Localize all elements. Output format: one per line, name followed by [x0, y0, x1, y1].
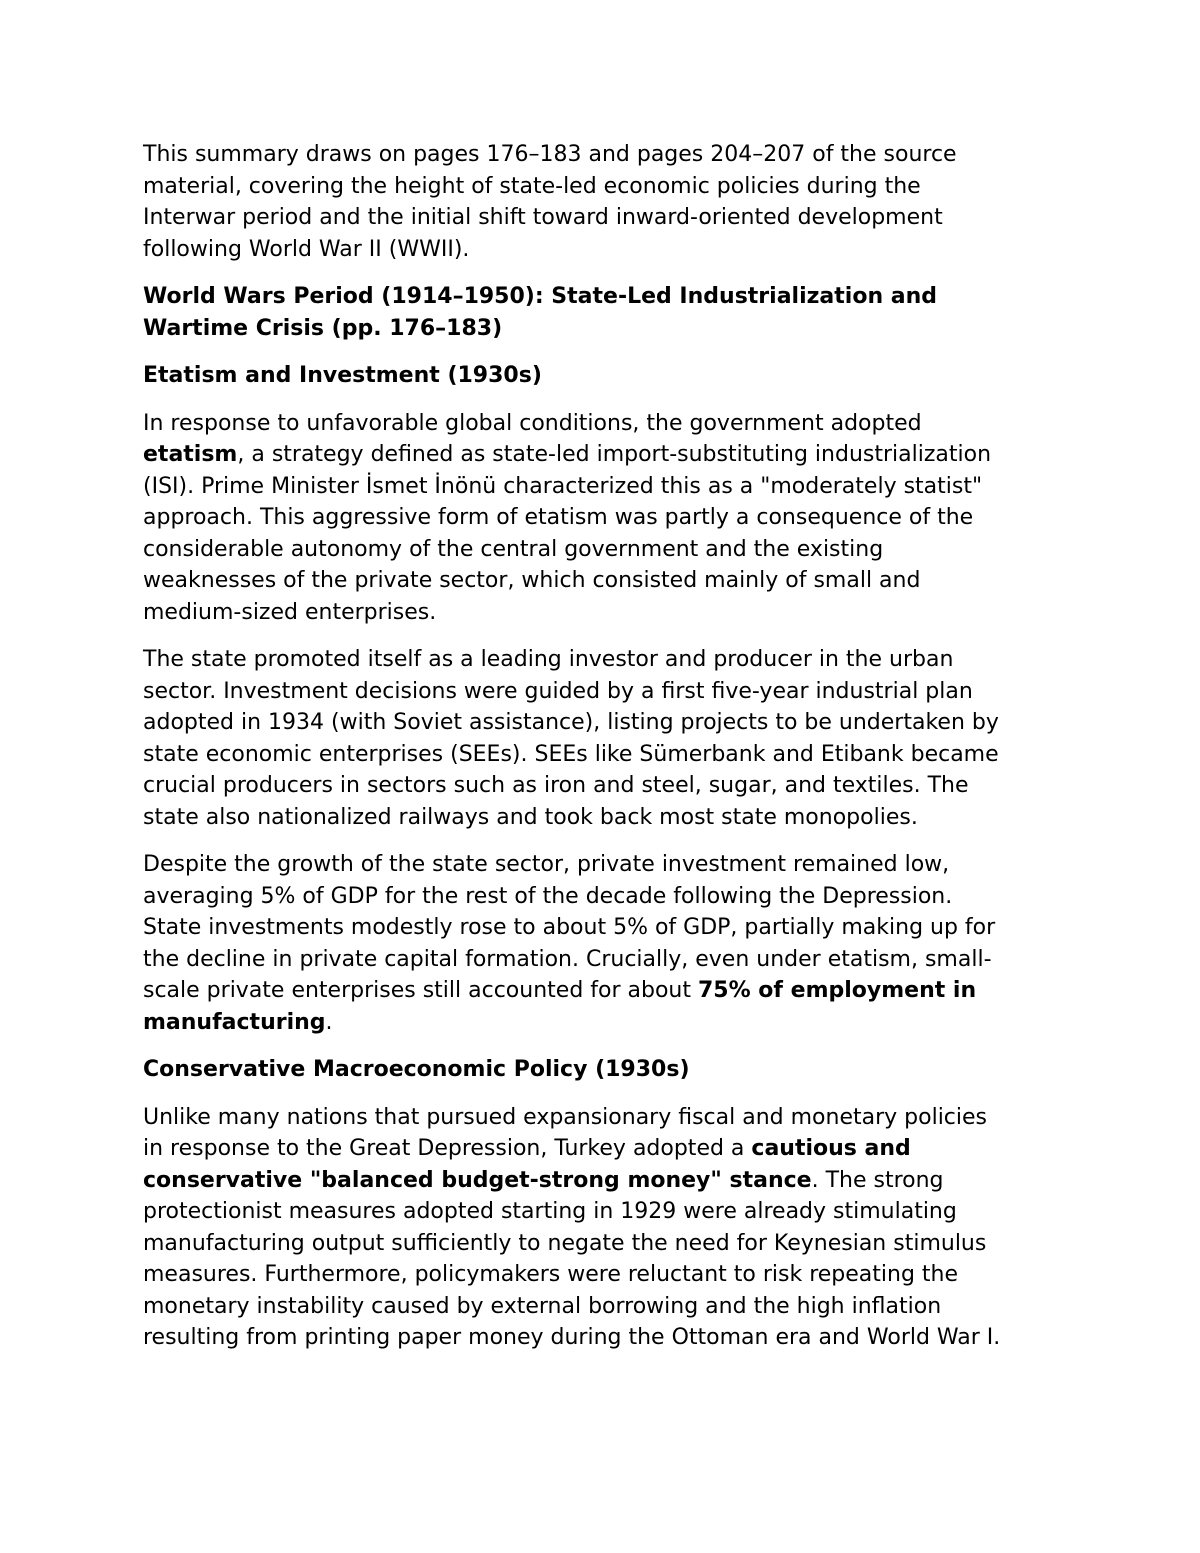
text-line: [143, 707, 1000, 739]
text: Unlike many nations that pursued expansionary fiscal and monetary policies: [143, 1104, 988, 1130]
bold-text: etatism: [143, 442, 238, 467]
text: protectionist measures adopted starting in 1929 were already stimulating: [143, 1199, 957, 1224]
text-line: [143, 802, 1000, 834]
text-line: [143, 739, 1000, 771]
text: In response to unfavorable global conditions, the government adopted: [143, 410, 922, 436]
paragraph: [143, 849, 1000, 1038]
text-line: [143, 502, 1000, 534]
text: following World War II (WWII).: [143, 236, 470, 262]
paragraph: [143, 644, 1000, 833]
text-line: [143, 849, 1000, 881]
text-line: [143, 1322, 1000, 1354]
bold-text: Etatism and Investment (1930s): [143, 363, 542, 388]
text: This summary draws on pages 176–183 and pages 204–207 of the source: [143, 142, 957, 167]
text-line: [143, 1165, 1000, 1197]
text-line: [143, 1133, 1000, 1165]
text-line: [143, 171, 1000, 203]
text: state also nationalized railways and took back most state monopolies.: [143, 804, 918, 830]
text: scale private enterprises still accounted for about: [143, 978, 698, 1003]
text: state economic enterprises (SEEs). SEEs like Sümerbank and Etibank became: [143, 741, 999, 767]
text-line: [143, 1007, 1000, 1039]
text-line: [143, 644, 1000, 676]
paragraph: [143, 1102, 1000, 1354]
text-line: [143, 281, 1000, 313]
text-line: [143, 881, 1000, 913]
text: Despite the growth of the state sector, private investment remained low,: [143, 852, 950, 877]
text-line: [143, 360, 1000, 392]
text: adopted in 1934 (with Soviet assistance), listing projects to be undertaken by: [143, 710, 999, 735]
bold-text: Wartime Crisis (pp. 176–183): [143, 315, 503, 341]
text: in response to the Great Depression, Turkey adopted a: [143, 1136, 752, 1161]
text-line: [143, 202, 1000, 234]
text: manufacturing output sufficiently to negate the need for Keynesian stimulus: [143, 1230, 987, 1256]
text: State investments modestly rose to about 5% of GDP, partially making up for: [143, 915, 996, 940]
bold-text: 75% of employment in: [697, 978, 977, 1003]
bold-text: World Wars Period (1914–1950): State-Led Industrialization and: [143, 284, 938, 309]
text-line: [143, 408, 1000, 440]
text: crucial producers in sectors such as iron and steel, sugar, and textiles. The: [143, 773, 969, 798]
bold-text: manufacturing: [143, 1009, 326, 1035]
section-heading: [143, 360, 1000, 392]
text-line: [143, 471, 1000, 503]
text-line: [143, 534, 1000, 566]
text: , a strategy defined as state-led import-substituting industrialization: [237, 442, 992, 467]
text: measures. Furthermore, policymakers were reluctant to risk repeating the: [143, 1262, 959, 1287]
text: considerable autonomy of the central government and the existing: [143, 536, 884, 562]
paragraph: [143, 408, 1000, 629]
section-heading: [143, 281, 1000, 344]
text-line: [143, 1259, 1000, 1291]
document-body: [143, 139, 1000, 1370]
text: the decline in private capital formation. Crucially, even under etatism, small-: [143, 946, 992, 972]
text-line: [143, 313, 1000, 345]
text-line: [143, 1054, 1000, 1086]
text: medium-sized enterprises.: [143, 599, 437, 625]
text: resulting from printing paper money during the Ottoman era and World War I.: [143, 1325, 1001, 1350]
bold-text: cautious and: [751, 1136, 911, 1161]
bold-text: Conservative Macroeconomic Policy (1930s): [143, 1057, 690, 1082]
text-line: [143, 1228, 1000, 1260]
text-line: [143, 944, 1000, 976]
text-line: [143, 1196, 1000, 1228]
text-line: [143, 597, 1000, 629]
text-line: [143, 1102, 1000, 1134]
text: approach. This aggressive form of etatism was partly a consequence of the: [143, 505, 974, 530]
text: .: [325, 1009, 333, 1035]
section-heading: [143, 1054, 1000, 1086]
text: monetary instability caused by external borrowing and the high inflation: [143, 1293, 942, 1319]
text-line: [143, 912, 1000, 944]
text-line: [143, 1291, 1000, 1323]
bold-text: conservative "balanced budget-strong money" stance: [143, 1167, 812, 1193]
text-line: [143, 439, 1000, 471]
text-line: [143, 770, 1000, 802]
text: . The strong: [811, 1167, 944, 1193]
text: sector. Investment decisions were guided by a first five-year industrial plan: [143, 678, 973, 704]
paragraph: [143, 139, 1000, 265]
text: Interwar period and the initial shift toward inward-oriented development: [143, 205, 943, 230]
text-line: [143, 975, 1000, 1007]
text-line: [143, 139, 1000, 171]
text: weaknesses of the private sector, which consisted mainly of small and: [143, 568, 921, 593]
text: (ISI). Prime Minister İsmet İnönü characterized this as a "moderately statist": [143, 473, 983, 499]
text-line: [143, 565, 1000, 597]
text-line: [143, 234, 1000, 266]
text: material, covering the height of state-led economic policies during the: [143, 173, 921, 199]
text: averaging 5% of GDP for the rest of the decade following the Depression.: [143, 883, 953, 909]
text-line: [143, 676, 1000, 708]
text: The state promoted itself as a leading investor and producer in the urban: [143, 647, 954, 672]
